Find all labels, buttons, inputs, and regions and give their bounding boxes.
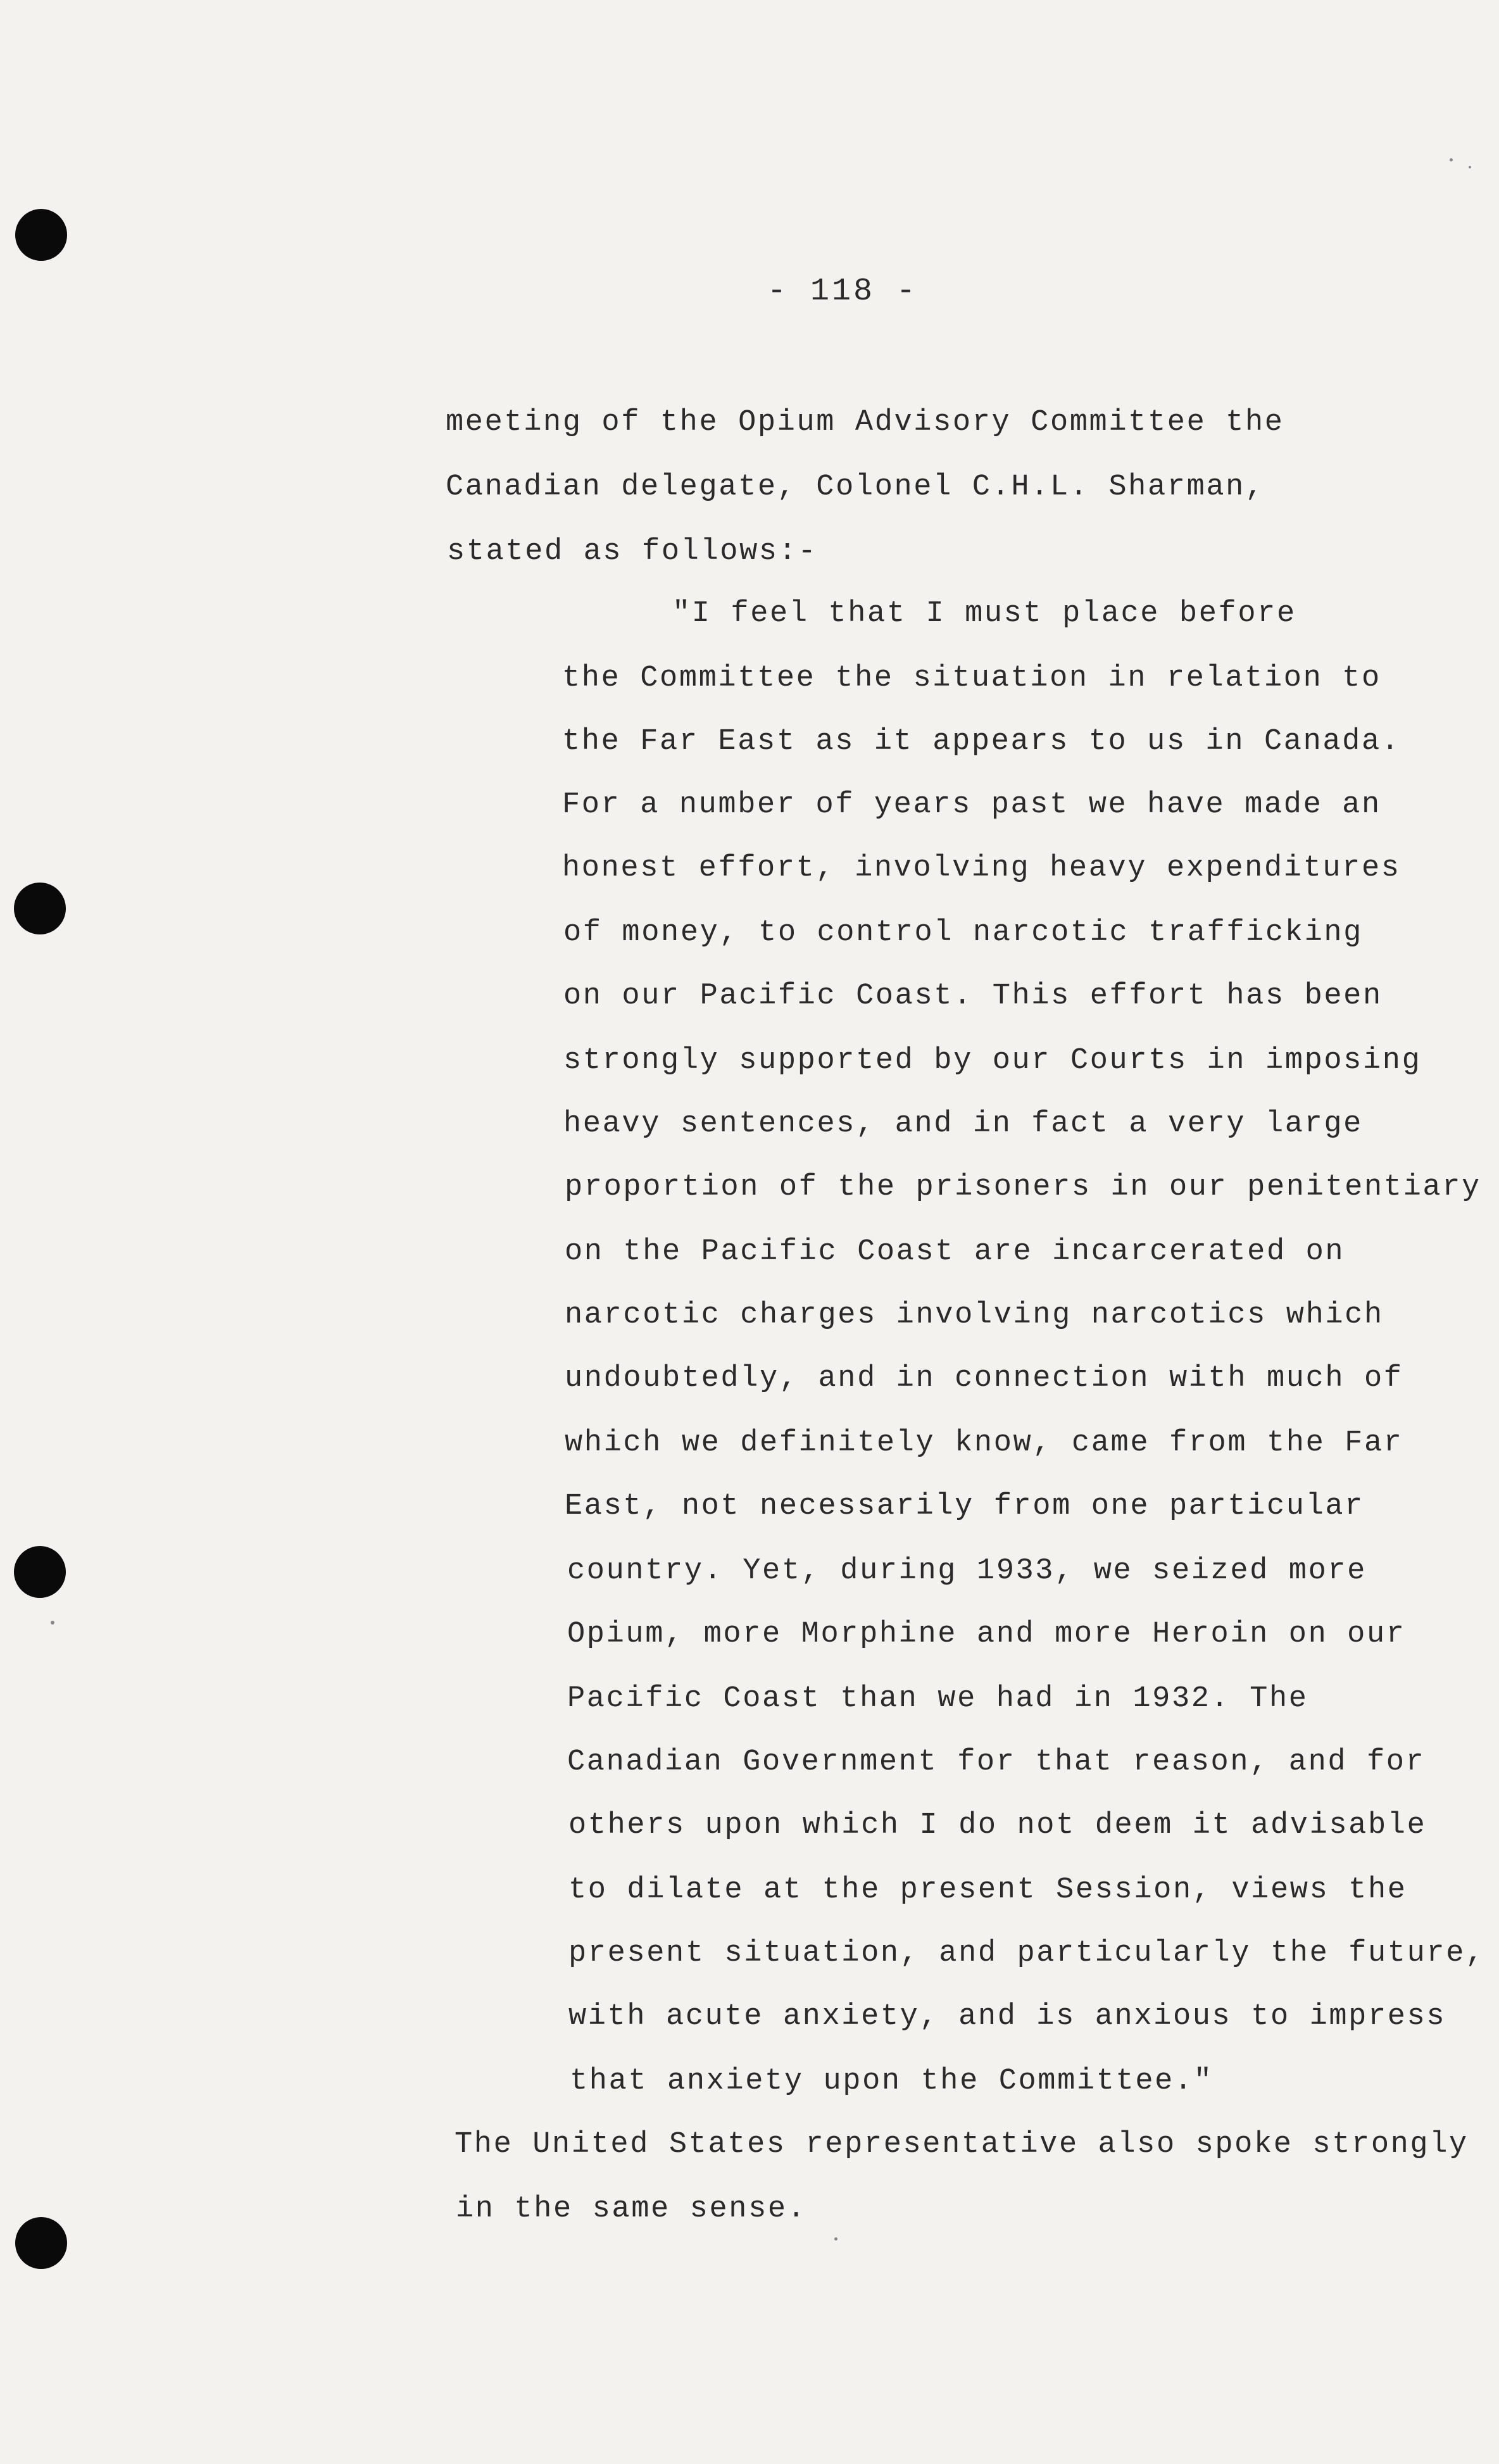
quote-line: to dilate at the present Session, views the <box>568 1873 1407 1907</box>
quote-line: with acute anxiety, and is anxious to impress <box>568 2000 1446 2033</box>
quote-line: honest effort, involving heavy expenditures <box>562 852 1401 885</box>
quote-line: narcotic charges involving narcotics which <box>565 1298 1384 1332</box>
quote-line: For a number of years past we have made an <box>562 788 1381 822</box>
quote-line: others upon which I do not deem it advisable <box>568 1809 1427 1842</box>
quote-line: the Committee the situation in relation to <box>562 662 1381 695</box>
page-number: - 118 - <box>767 273 919 310</box>
quote-line: on the Pacific Coast are incarcerated on <box>565 1235 1345 1269</box>
paper-speck <box>51 1621 54 1625</box>
quote-line: East, not necessarily from one particular <box>565 1490 1364 1523</box>
quote-line: Canadian Government for that reason, and for <box>567 1745 1426 1779</box>
intro-line: Canadian delegate, Colonel C.H.L. Sharman, <box>446 470 1265 504</box>
punch-hole-3 <box>14 1546 66 1598</box>
quote-line: strongly supported by our Courts in imposing <box>563 1044 1422 1078</box>
quote-line: the Far East as it appears to us in Canada. <box>562 725 1401 758</box>
punch-hole-4 <box>15 2217 67 2269</box>
punch-hole-1 <box>15 209 67 261</box>
quote-line: present situation, and particularly the future, <box>568 1937 1485 1970</box>
intro-line: stated as follows:- <box>447 535 818 569</box>
paper-speck <box>1450 158 1453 161</box>
quote-line: Opium, more Morphine and more Heroin on our <box>567 1618 1406 1651</box>
quote-line: proportion of the prisoners in our penitentiary <box>565 1171 1481 1204</box>
punch-hole-2 <box>14 883 66 934</box>
paper-speck <box>1469 166 1471 168</box>
closing-line: in the same sense. <box>456 2192 807 2226</box>
closing-line: The United States representative also spoke strongly <box>455 2128 1469 2161</box>
intro-line: meeting of the Opium Advisory Committee the <box>446 406 1284 439</box>
quote-line: Pacific Coast than we had in 1932. The <box>567 1682 1308 1716</box>
quote-line: of money, to control narcotic trafficking <box>563 916 1363 950</box>
quote-line: on our Pacific Coast. This effort has been <box>563 979 1383 1013</box>
quote-line: undoubtedly, and in connection with much of <box>565 1362 1403 1395</box>
quote-line: country. Yet, during 1933, we seized more <box>567 1554 1367 1588</box>
paper-speck <box>834 2237 837 2241</box>
quote-line: which we definitely know, came from the Far <box>565 1426 1403 1460</box>
quote-line: heavy sentences, and in fact a very large <box>563 1107 1363 1141</box>
quote-line: "I feel that I must place before <box>672 597 1296 631</box>
quote-line: that anxiety upon the Committee." <box>570 2065 1214 2098</box>
